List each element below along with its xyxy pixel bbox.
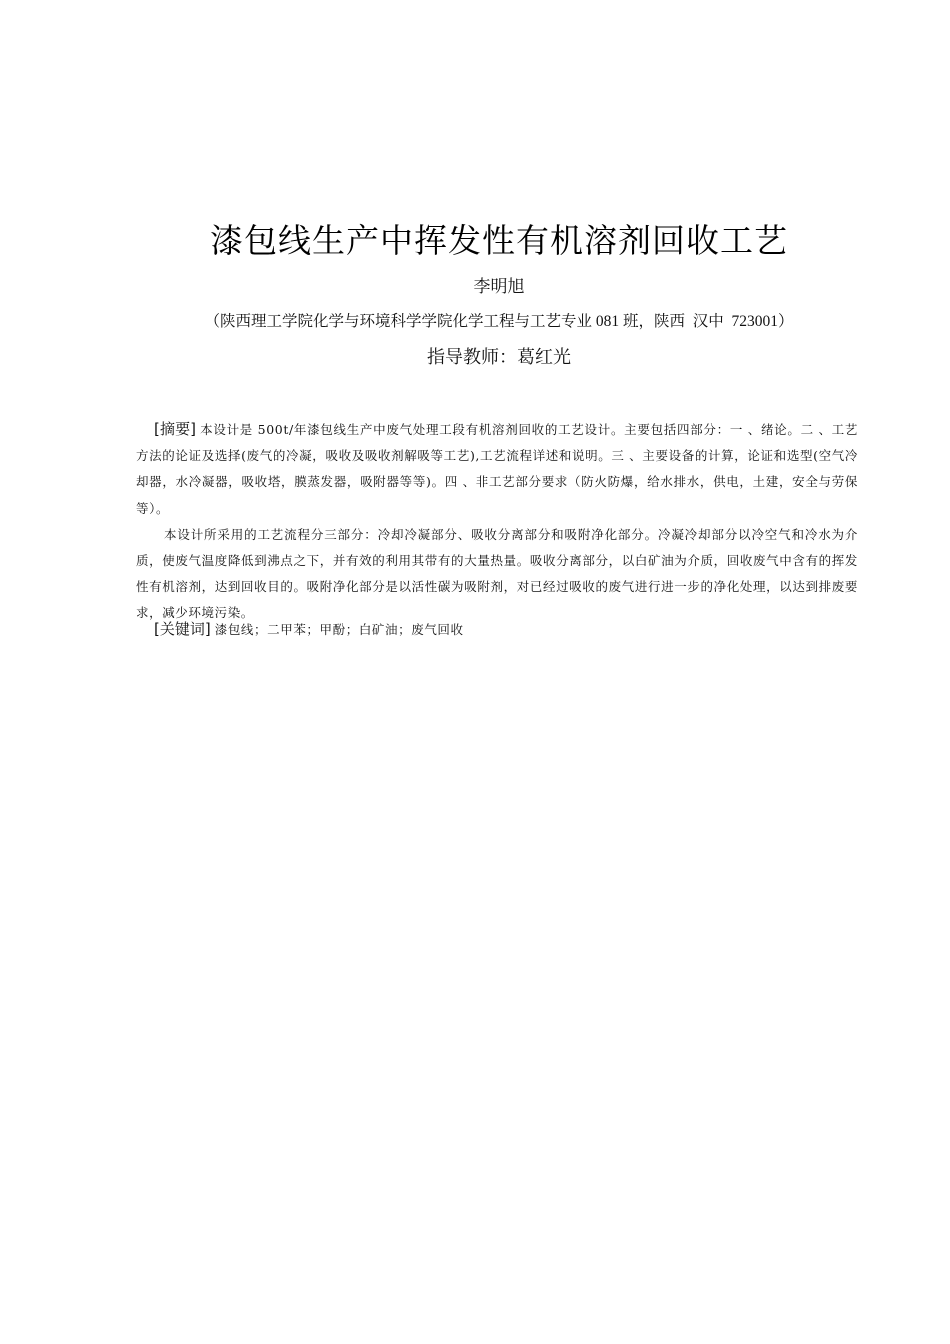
abstract-text-1: 本设计是 500t/年漆包线生产中废气处理工段有机溶剂回收的工艺设计。主要包括四部分：一 、绪论。二 、工艺方法的论证及选择(废气的冷凝，吸收及吸收剂解吸等工艺),工艺流程详述和说明。三 、主要设备的计算，论证和选型(空气冷却器，水冷凝器，吸收塔，膜蒸发器，吸附器等等)。四 、非工艺部分要求（防火防爆，给水排水，供电，土建，安全与劳保等）。 [136,422,858,516]
author-name: 李明旭 [473,277,525,297]
abstract-paragraph-1 [136,416,858,522]
abstract-label: [摘要] [154,420,197,438]
paper-title: 漆包线生产中挥发性有机溶剂回收工艺 [210,221,788,260]
keywords-label: [关键词] [154,620,211,638]
advisor-line: 指导教师：葛红光 [427,347,571,368]
keywords-section [154,616,858,643]
keywords-text: 漆包线；二甲苯；甲酚；白矿油；废气回收 [214,622,464,637]
abstract-paragraph-2: 本设计所采用的工艺流程分三部分：冷却冷凝部分、吸收分离部分和吸附净化部分。冷凝冷却部分以冷空气和冷水为介质，使废气温度降低到沸点之下，并有效的利用其带有的大量热量。吸收分离部分，以白矿油为介质，回收废气中含有的挥发性有机溶剂，达到回收目的。吸附净化部分是以活性碳为吸附剂，对已经过吸收的废气进行进一步的净化处理，以达到排废要求，减少环境污染。 [136,526,858,621]
abstract-section [136,416,858,627]
author-affiliation: （陕西理工学院化学与环境科学学院化学工程与工艺专业 081 班，陕西 汉中 723001） [204,313,794,330]
